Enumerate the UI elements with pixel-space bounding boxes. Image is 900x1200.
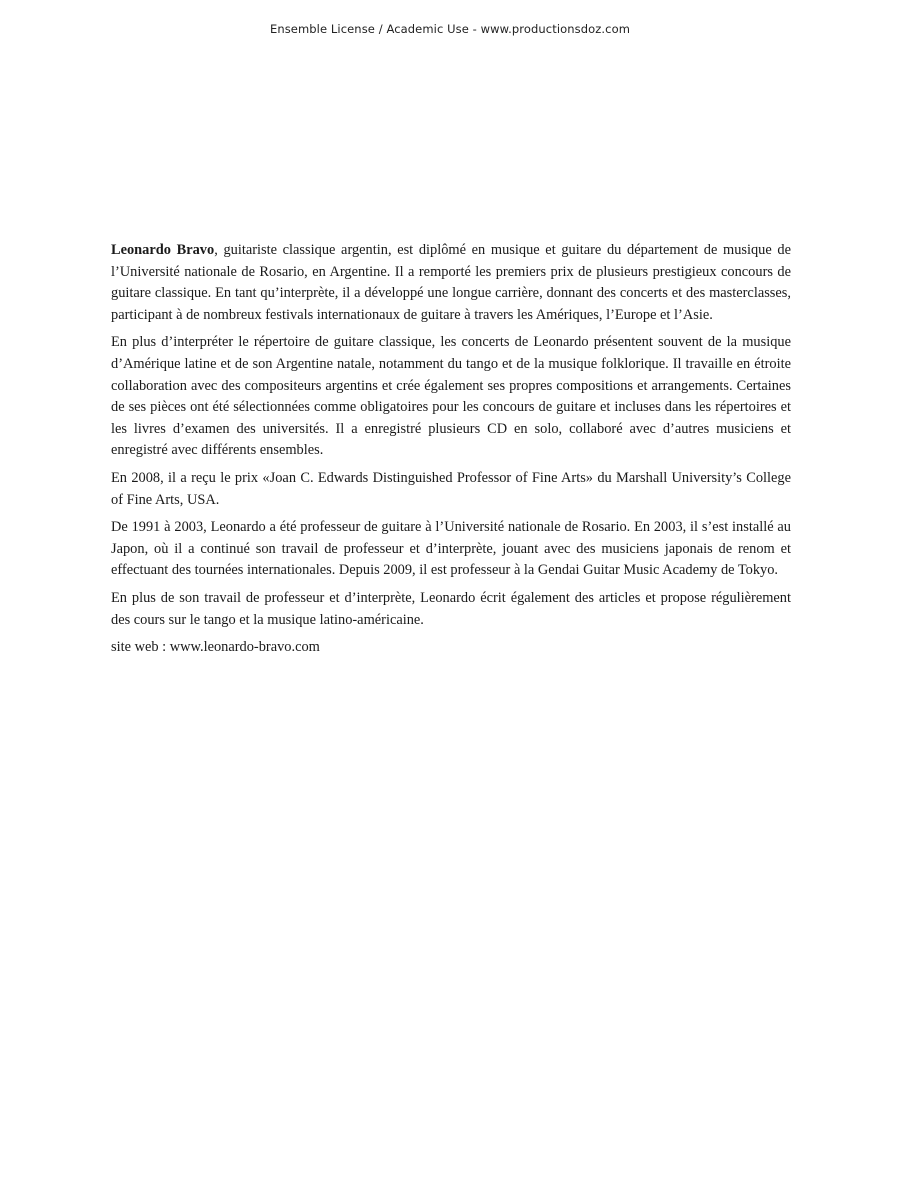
- bio-paragraph-repertoire: En plus d’interpréter le répertoire de guitare classique, les concerts de Leonardo présentent souvent de la musique d’Amérique latine et de son Argentine natale, notamment du tango et de la musique folklorique. Il travaille en étroite collaboration avec des compositeurs argentins et crée également ses propres compositions et arrangements. Certaines de ses pièces ont été sélectionnées comme obligatoires pour les concours de guitare et incluses dans les répertoires et les livres d’examen des universités. Il a enregistré plusieurs CD en solo, collaboré avec d’autres musiciens et enregistré avec différents ensembles.: [111, 334, 791, 459]
- license-header: Ensemble License / Academic Use - www.productionsdoz.com: [269, 22, 631, 36]
- bio-paragraph-career: De 1991 à 2003, Leonardo a été professeur de guitare à l’Université nationale de Rosario. En 2003, il s’est installé au Japon, où il a continué son travail de professeur et d’interprète, jouant avec des musiciens japonais de renom et effectuant des tournées internationales. Depuis 2009, il est professeur à la Gendai Guitar Music Academy de Tokyo.: [111, 519, 791, 579]
- bio-paragraph-intro: [111, 240, 791, 326]
- bio-paragraph-award: En 2008, il a reçu le prix «Joan C. Edwards Distinguished Professor of Fine Arts» du Marshall University’s College of Fine Arts, USA.: [111, 469, 791, 508]
- website-line: site web : www.leonardo-bravo.com: [111, 639, 320, 656]
- artist-name: Leonardo Bravo: [111, 242, 215, 258]
- biography: [111, 240, 791, 665]
- bio-paragraph-teaching: En plus de son travail de professeur et d’interprète, Leonardo écrit également des articles et propose régulièrement des cours sur le tango et la musique latino-américaine.: [111, 589, 791, 628]
- bio-intro-text: , guitariste classique argentin, est diplômé en musique et guitare du département de musique de l’Université nationale de Rosario, en Argentine. Il a remporté les premiers prix de plusieurs prestigieux concours de guitare classique. En tant qu’interprète, il a développé une longue carrière, donnant des concerts et des masterclasses, participant à de nombreux festivals internationaux de guitare à travers les Amériques, l’Europe et l’Asie.: [111, 242, 792, 323]
